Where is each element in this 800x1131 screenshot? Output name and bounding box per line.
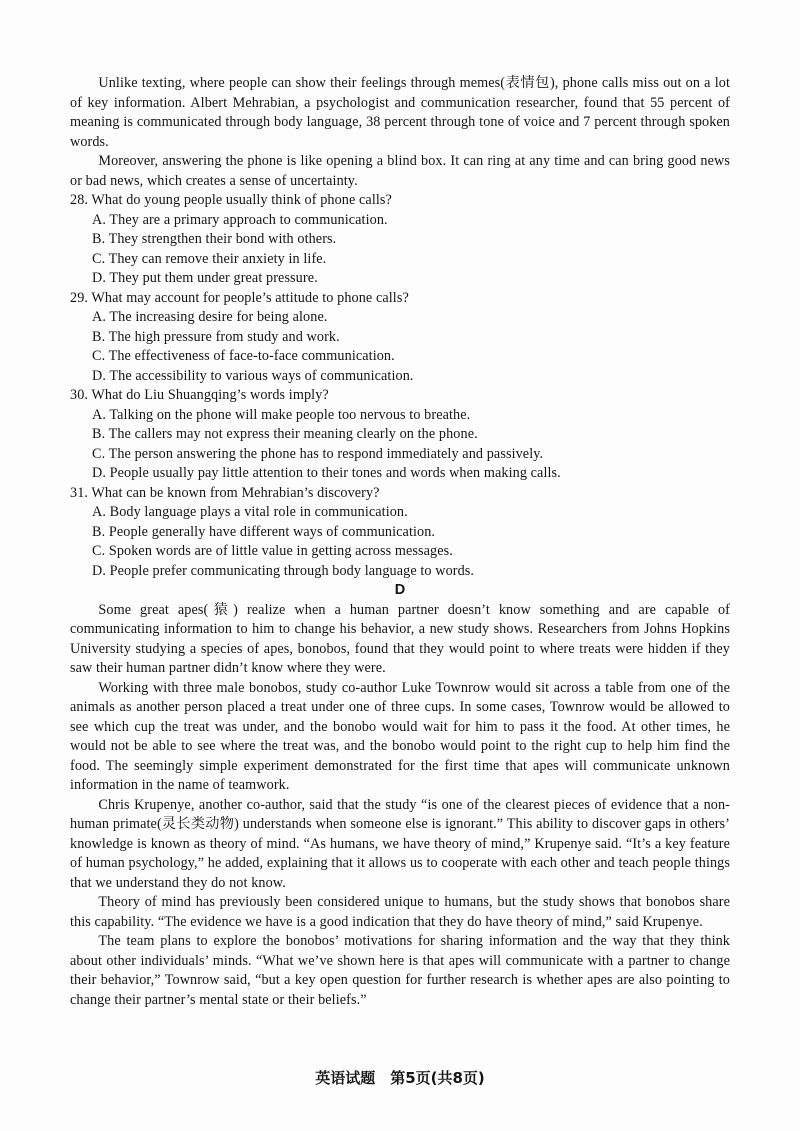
option-a: A. Talking on the phone will make people too nervous to breathe. <box>92 406 471 423</box>
option-d: D. The accessibility to various ways of communication. <box>92 367 414 384</box>
option-d: D. They put them under great pressure. <box>92 270 318 286</box>
question-28 <box>70 191 730 289</box>
option-b: B. The high pressure from study and work. <box>92 328 340 345</box>
question-stem: 30. What do Liu Shuangqing’s words imply? <box>70 387 329 403</box>
passage-c-paragraph: Moreover, answering the phone is like opening a blind box. It can ring at any time and can bring good news or bad news, which creates a sense of uncertainty. <box>70 153 730 189</box>
option-b: B. People generally have different ways of communication. <box>92 523 436 540</box>
passage-d-paragraph: Theory of mind has previously been considered unique to humans, but the study shows that bonobos share this capability. “The evidence we have is a good indication that they do have theory of mind,” said Krupenye. <box>70 894 730 930</box>
option-b: B. The callers may not express their meaning clearly on the phone. <box>92 426 478 442</box>
option-a: A. Body language plays a vital role in communication. <box>92 504 408 520</box>
option-c: C. Spoken words are of little value in getting across messages. <box>92 543 453 559</box>
option-a: A. They are a primary approach to communication. <box>92 211 388 228</box>
passage-c-paragraph: Unlike texting, where people can show their feelings through memes(表情包), phone calls miss out on a lot of key information. Albert Mehrabian, a psychologist and communication researcher, found that 55 percent of meaning is communicated through body language, 38 percent through tone of voice and 7 percent through spoken words. <box>70 75 730 150</box>
option-c: C. The person answering the phone has to respond immediately and passively. <box>92 445 544 462</box>
option-c: C. The effectiveness of face-to-face communication. <box>92 348 395 364</box>
question-stem: 28. What do young people usually think of phone calls? <box>70 192 392 208</box>
question-29 <box>70 289 730 387</box>
passage-d-paragraph: Chris Krupenye, another co-author, said that the study “is one of the clearest pieces of evidence that a non-human primate(灵长类动物) understands when someone else is ignorant.” This ability to discover gaps in others’ knowledge is known as theory of mind. “As humans, we have theory of mind,” Krupenye said. “It’s a key feature of human psychology,” he added, explaining that it allows us to cooperate with each other and teach people things that we understand they do not know. <box>70 796 730 891</box>
page-content <box>70 74 730 1010</box>
question-stem: 31. What can be known from Mehrabian’s discovery? <box>70 484 380 501</box>
option-d: D. People usually pay little attention to their tones and words when making calls. <box>92 465 561 481</box>
passage-d-paragraph: Some great apes(猿) realize when a human partner doesn’t know something and are capable of communicating information to him to change his behavior, a new study shows. Researchers from Johns Hopkins University studying a species of apes, bonobos, found that they would point to where treats were hidden if they saw their human partner didn’t know where they were. <box>70 601 730 676</box>
option-d: D. People prefer communicating through body language to words. <box>92 562 475 579</box>
option-b: B. They strengthen their bond with others. <box>92 231 337 247</box>
option-a: A. The increasing desire for being alone. <box>92 309 328 325</box>
question-30 <box>70 386 730 484</box>
section-heading: D <box>394 582 406 598</box>
passage-d-paragraph: Working with three male bonobos, study co-author Luke Townrow would sit across a table from one of the animals as another person placed a treat under one of three cups. In some cases, Townrow would be allowed to see which cup the treat was under, and the bonobo would wait for him to pass it the food. At other times, he would not be able to see where the treat was, and the bonobo would point to the right cup to help him find the food. The seemingly simple experiment demonstrated for the first time that apes will communicate unknown information in the name of teamwork. <box>70 679 730 793</box>
question-stem: 29. What may account for people’s attitude to phone calls? <box>70 289 409 306</box>
page-footer: 英语试题 第5页(共8页) <box>315 1069 485 1087</box>
passage-d-paragraph: The team plans to explore the bonobos’ motivations for sharing information and the way that they think about other individuals’ minds. “What we’ve shown here is that apes will communicate with a partner to change their behavior,” Townrow said, “but a key open question for further research is whether apes are also pointing to change their partner’s mental state or their beliefs.” <box>70 933 730 1008</box>
option-c: C. They can remove their anxiety in life. <box>92 250 327 267</box>
question-31 <box>70 484 730 582</box>
